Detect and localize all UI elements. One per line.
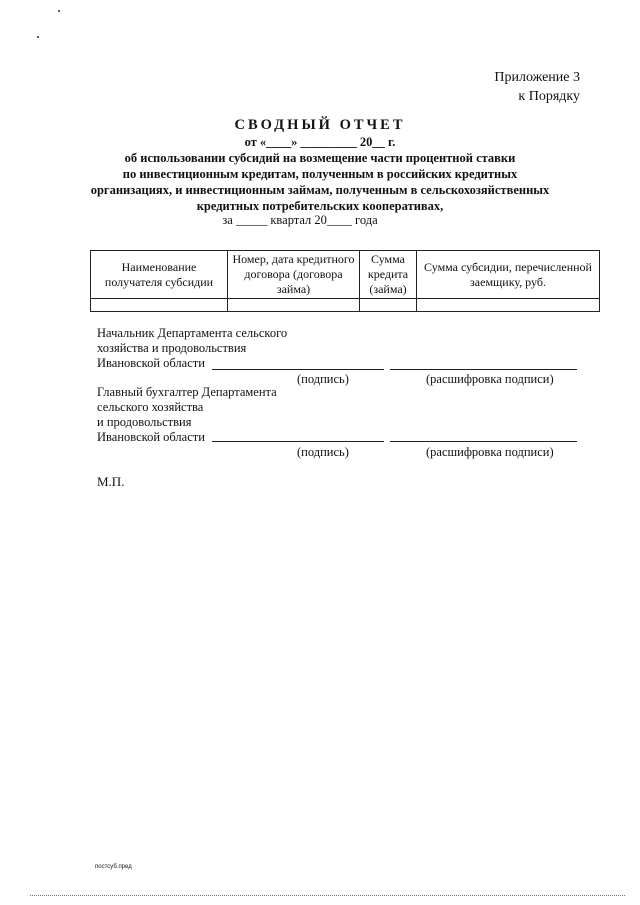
signature2-sign-line[interactable] [212,441,384,442]
signature1-sign-line[interactable] [212,369,384,370]
signature1-decode-line[interactable] [390,369,577,370]
table-header-row [91,251,600,299]
scan-speck [37,36,39,38]
report-period-line: за _____ квартал 20____ года [222,213,378,227]
report-date-line: от «____» _________ 20__ г. [244,135,396,149]
table-header-subsidy-amount: Сумма субсидии, перечисленной заемщику, руб. [417,251,600,299]
signature2-line: и продовольствия [97,415,192,429]
appendix-line-1: Приложение 3 [494,70,580,85]
signature1-decode-caption: (расшифровка подписи) [426,372,554,386]
signature2-decode-caption: (расшифровка подписи) [426,445,554,459]
signature1-position [97,326,287,371]
report-subtitle-line: организациях, и инвестиционным займам, полученным в сельскохозяйственных [90,183,550,197]
page-bottom-rule [30,895,625,896]
report-subtitle-line: по инвестиционным кредитам, полученным в российских кредитных [122,167,518,181]
report-subtitle-line: об использовании субсидий на возмещение части процентной ставки [124,151,516,165]
footer-file-note: постсуб.пред [95,864,132,870]
table-cell [228,299,360,312]
report-table [90,250,600,312]
scan-speck [58,10,60,12]
signature2-line: Ивановской области [97,430,205,444]
signature2-line: Главный бухгалтер Департамента [97,385,277,399]
signature2-line: сельского хозяйства [97,400,204,414]
signature2-position [97,385,277,445]
table-cell [417,299,600,312]
table-header-recipient: Наименование получателя субсидии [91,251,228,299]
report-subtitle-line: кредитных потребительских кооперативах, [196,199,444,213]
signature1-line: хозяйства и продовольствия [97,341,247,355]
table-cell [360,299,417,312]
signature2-sign-caption: (подпись) [297,445,349,459]
table-header-credit-amount: Сумма кредита (займа) [360,251,417,299]
table-cell [91,299,228,312]
signature2-decode-line[interactable] [390,441,577,442]
appendix-line-2: к Порядку [518,89,580,104]
stamp-place-label: М.П. [97,474,125,489]
table-row [91,299,600,312]
signature1-line: Ивановской области [97,356,205,370]
report-title: СВОДНЫЙ ОТЧЕТ [234,117,406,133]
signature1-sign-caption: (подпись) [297,372,349,386]
signature1-line: Начальник Департамента сельского [97,326,288,340]
table-header-contract: Номер, дата кредитного договора (договора займа) [228,251,360,299]
